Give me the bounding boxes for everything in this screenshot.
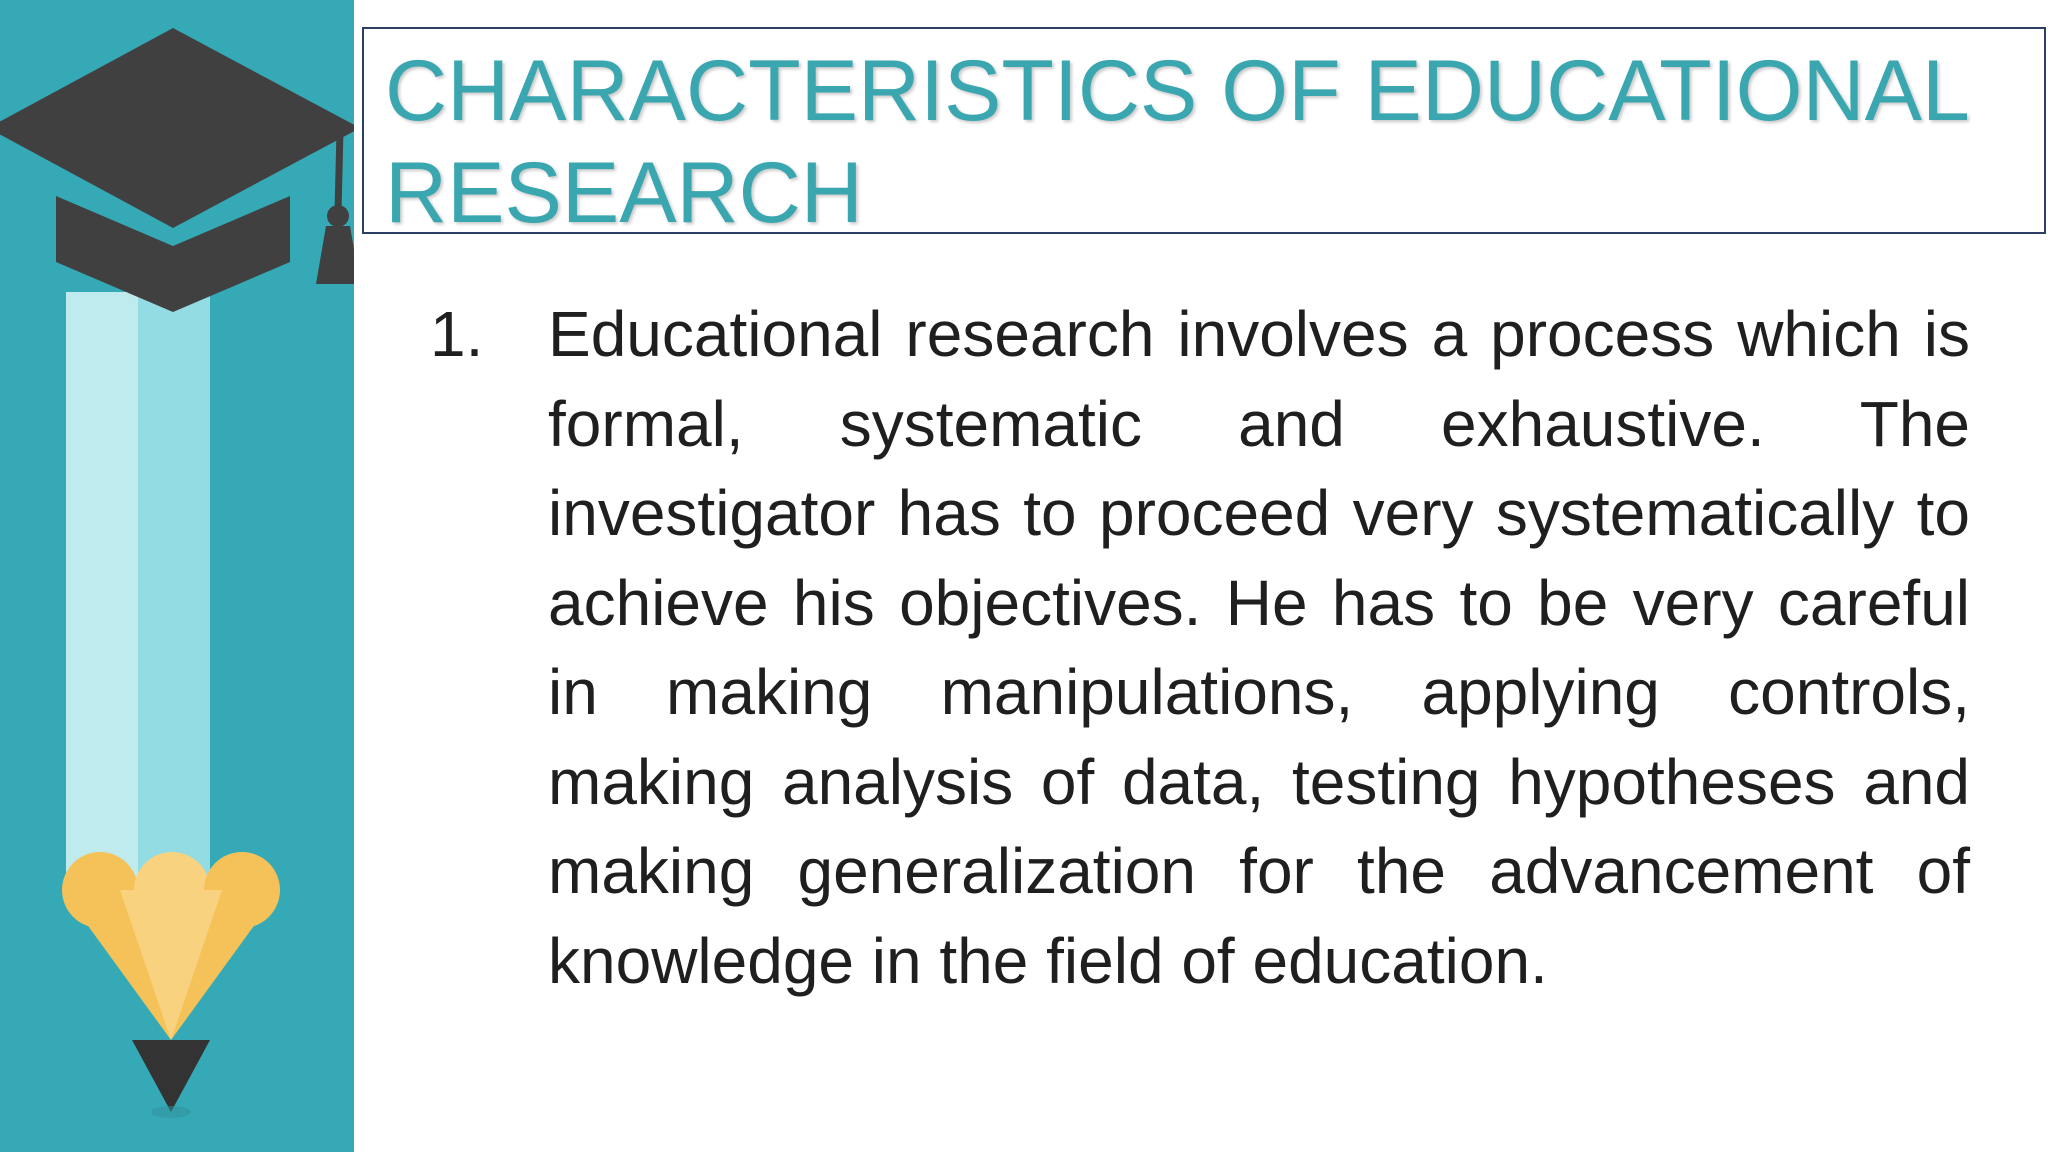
pencil-icon: [62, 292, 280, 1118]
pencil-graduation-illustration: [0, 0, 354, 1152]
list-number: 1.: [430, 298, 484, 370]
list-text: Educational research involves a process which is formal, systematic and exhaustive. The investigator has to proceed very systematically to achieve his objectives. He has to be very careful in making manipulations, applying controls, making analysis of data, testing hypotheses and making generalization for the advancement of knowledge in the field of education.: [548, 298, 1970, 997]
sidebar-decoration: [0, 0, 354, 1152]
graduation-cap-icon: [0, 28, 354, 312]
slide-title: CHARACTERISTICS OF EDUCATIONAL RESEARCH: [385, 43, 1967, 241]
slide-body: [430, 290, 1970, 1006]
list-item: [430, 290, 1970, 1006]
